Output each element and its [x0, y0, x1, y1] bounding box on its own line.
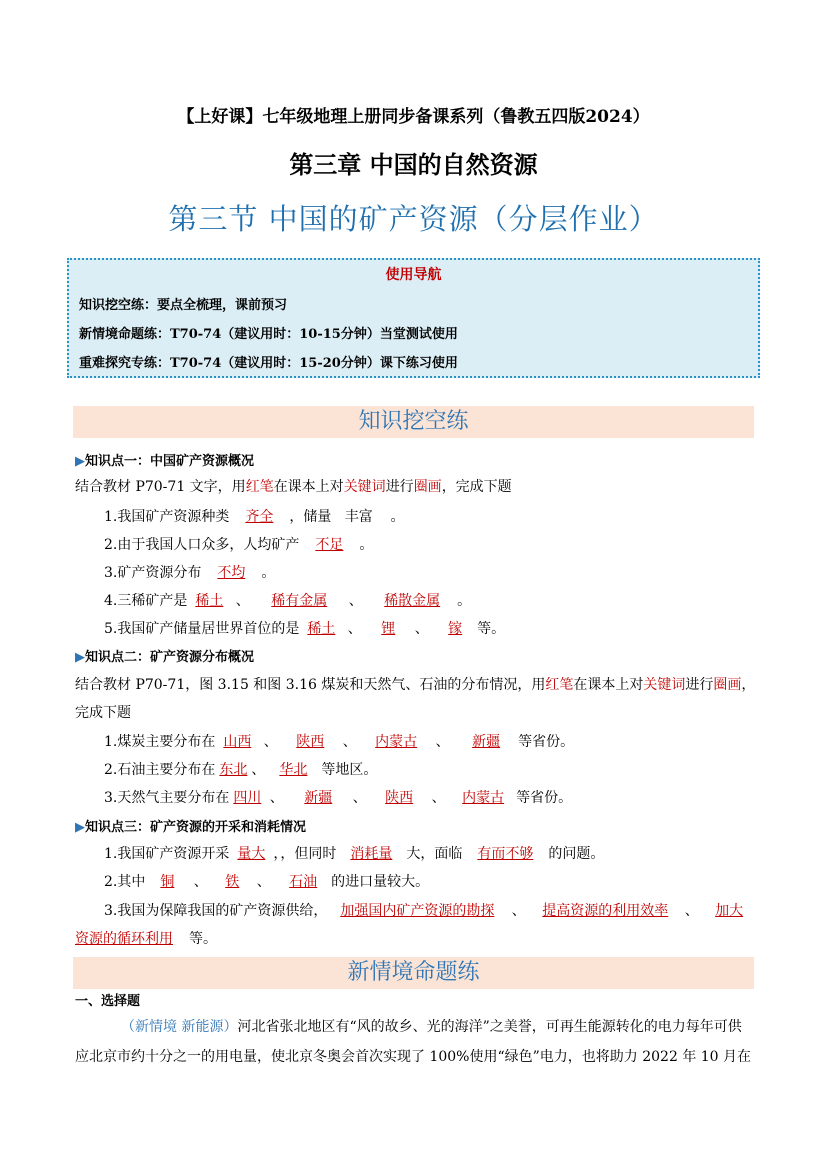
kp1-question-4: 4.三稀矿产是 稀土 、 稀有金属 、 稀散金属 。	[104, 593, 472, 609]
section-band-knowledge: 知识挖空练	[73, 406, 754, 438]
kp2-instruction: 结合教材 P70-71，图 3.15 和图 3.16 煤炭和天然气、石油的分布情况，用红笔在课本上对关键词进行圈画，	[75, 677, 756, 693]
kp1-instruction: 结合教材 P70-71 文字，用红笔在课本上对关键词进行圈画，完成下题	[75, 479, 512, 495]
series-title: 【上好课】七年级地理上册同步备课系列（鲁教五四版2024）	[177, 107, 650, 127]
kp1-question-5: 5.我国矿产储量居世界首位的是 稀土 、 锂 、 镓 等。	[104, 621, 506, 637]
kp1-question-3: 3.矿产资源分布 不均 。	[104, 565, 276, 581]
kp3-question-3-cont: 资源的循环利用 等。	[75, 931, 217, 947]
triangle-bullet-icon: ▶	[75, 650, 85, 665]
triangle-bullet-icon: ▶	[75, 820, 85, 835]
passage-tag: （新情境 新能源）	[121, 1019, 238, 1035]
passage-line-1: （新情境 新能源）河北省张北地区有“风的故乡、光的海洋”之美誉，可再生能源转化的电力每年可供	[121, 1019, 742, 1035]
kp3-question-2: 2.其中 铜 、 铁 、 石油 的进口量较大。	[104, 874, 430, 890]
knowledge-point-3-title: ▶知识点三：矿产资源的开采和消耗情况	[75, 820, 307, 835]
guide-title: 使用导航	[385, 267, 442, 283]
section-band-new-context: 新情境命题练	[73, 957, 754, 989]
kp3-question-1: 1.我国矿产资源开采 量大 ，，但同时 消耗量 大，面临 有而不够 的问题。	[104, 846, 605, 862]
chapter-title: 第三章 中国的自然资源	[289, 151, 538, 179]
triangle-bullet-icon: ▶	[75, 454, 85, 469]
usage-guide-box	[67, 258, 760, 378]
knowledge-point-1-title: ▶知识点一：中国矿产资源概况	[75, 454, 255, 469]
guide-line: 重难探究专练：T70-74（建议用时：15-20分钟）课下练习使用	[79, 356, 458, 371]
kp1-question-1: 1.我国矿产资源种类 齐全 ，储量 丰富 。	[104, 509, 405, 525]
guide-line: 新情境命题练：T70-74（建议用时：10-15分钟）当堂测试使用	[79, 327, 458, 342]
knowledge-point-2-title: ▶知识点二：矿产资源分布概况	[75, 650, 255, 665]
kp2-question-1: 1.煤炭主要分布在 山西 、 陕西 、 内蒙古 、 新疆 等省份。	[104, 734, 575, 750]
kp3-question-3: 3.我国为保障我国的矿产资源供给， 加强国内矿产资源的勘探 、 提高资源的利用效率 、 加大	[104, 903, 744, 919]
guide-line: 知识挖空练：要点全梳理，课前预习	[79, 298, 288, 313]
kp1-question-2: 2.由于我国人口众多，人均矿产 不足 。	[104, 537, 374, 553]
kp2-question-3: 3.天然气主要分布在 四川 、 新疆 、 陕西 、 内蒙古 等省份。	[104, 790, 573, 806]
choice-section-heading: 一、选择题	[75, 994, 141, 1009]
section-title: 第三节 中国的矿产资源（分层作业）	[168, 202, 659, 236]
passage-line-2: 应北京市约十分之一的用电量，使北京冬奥会首次实现了 100%使用“绿色”电力，也将助力 2022 年 10 月在	[75, 1049, 752, 1065]
kp2-instruction-cont: 完成下题	[75, 705, 131, 721]
kp2-question-2: 2.石油主要分布在 东北 、 华北 等地区。	[104, 762, 378, 778]
